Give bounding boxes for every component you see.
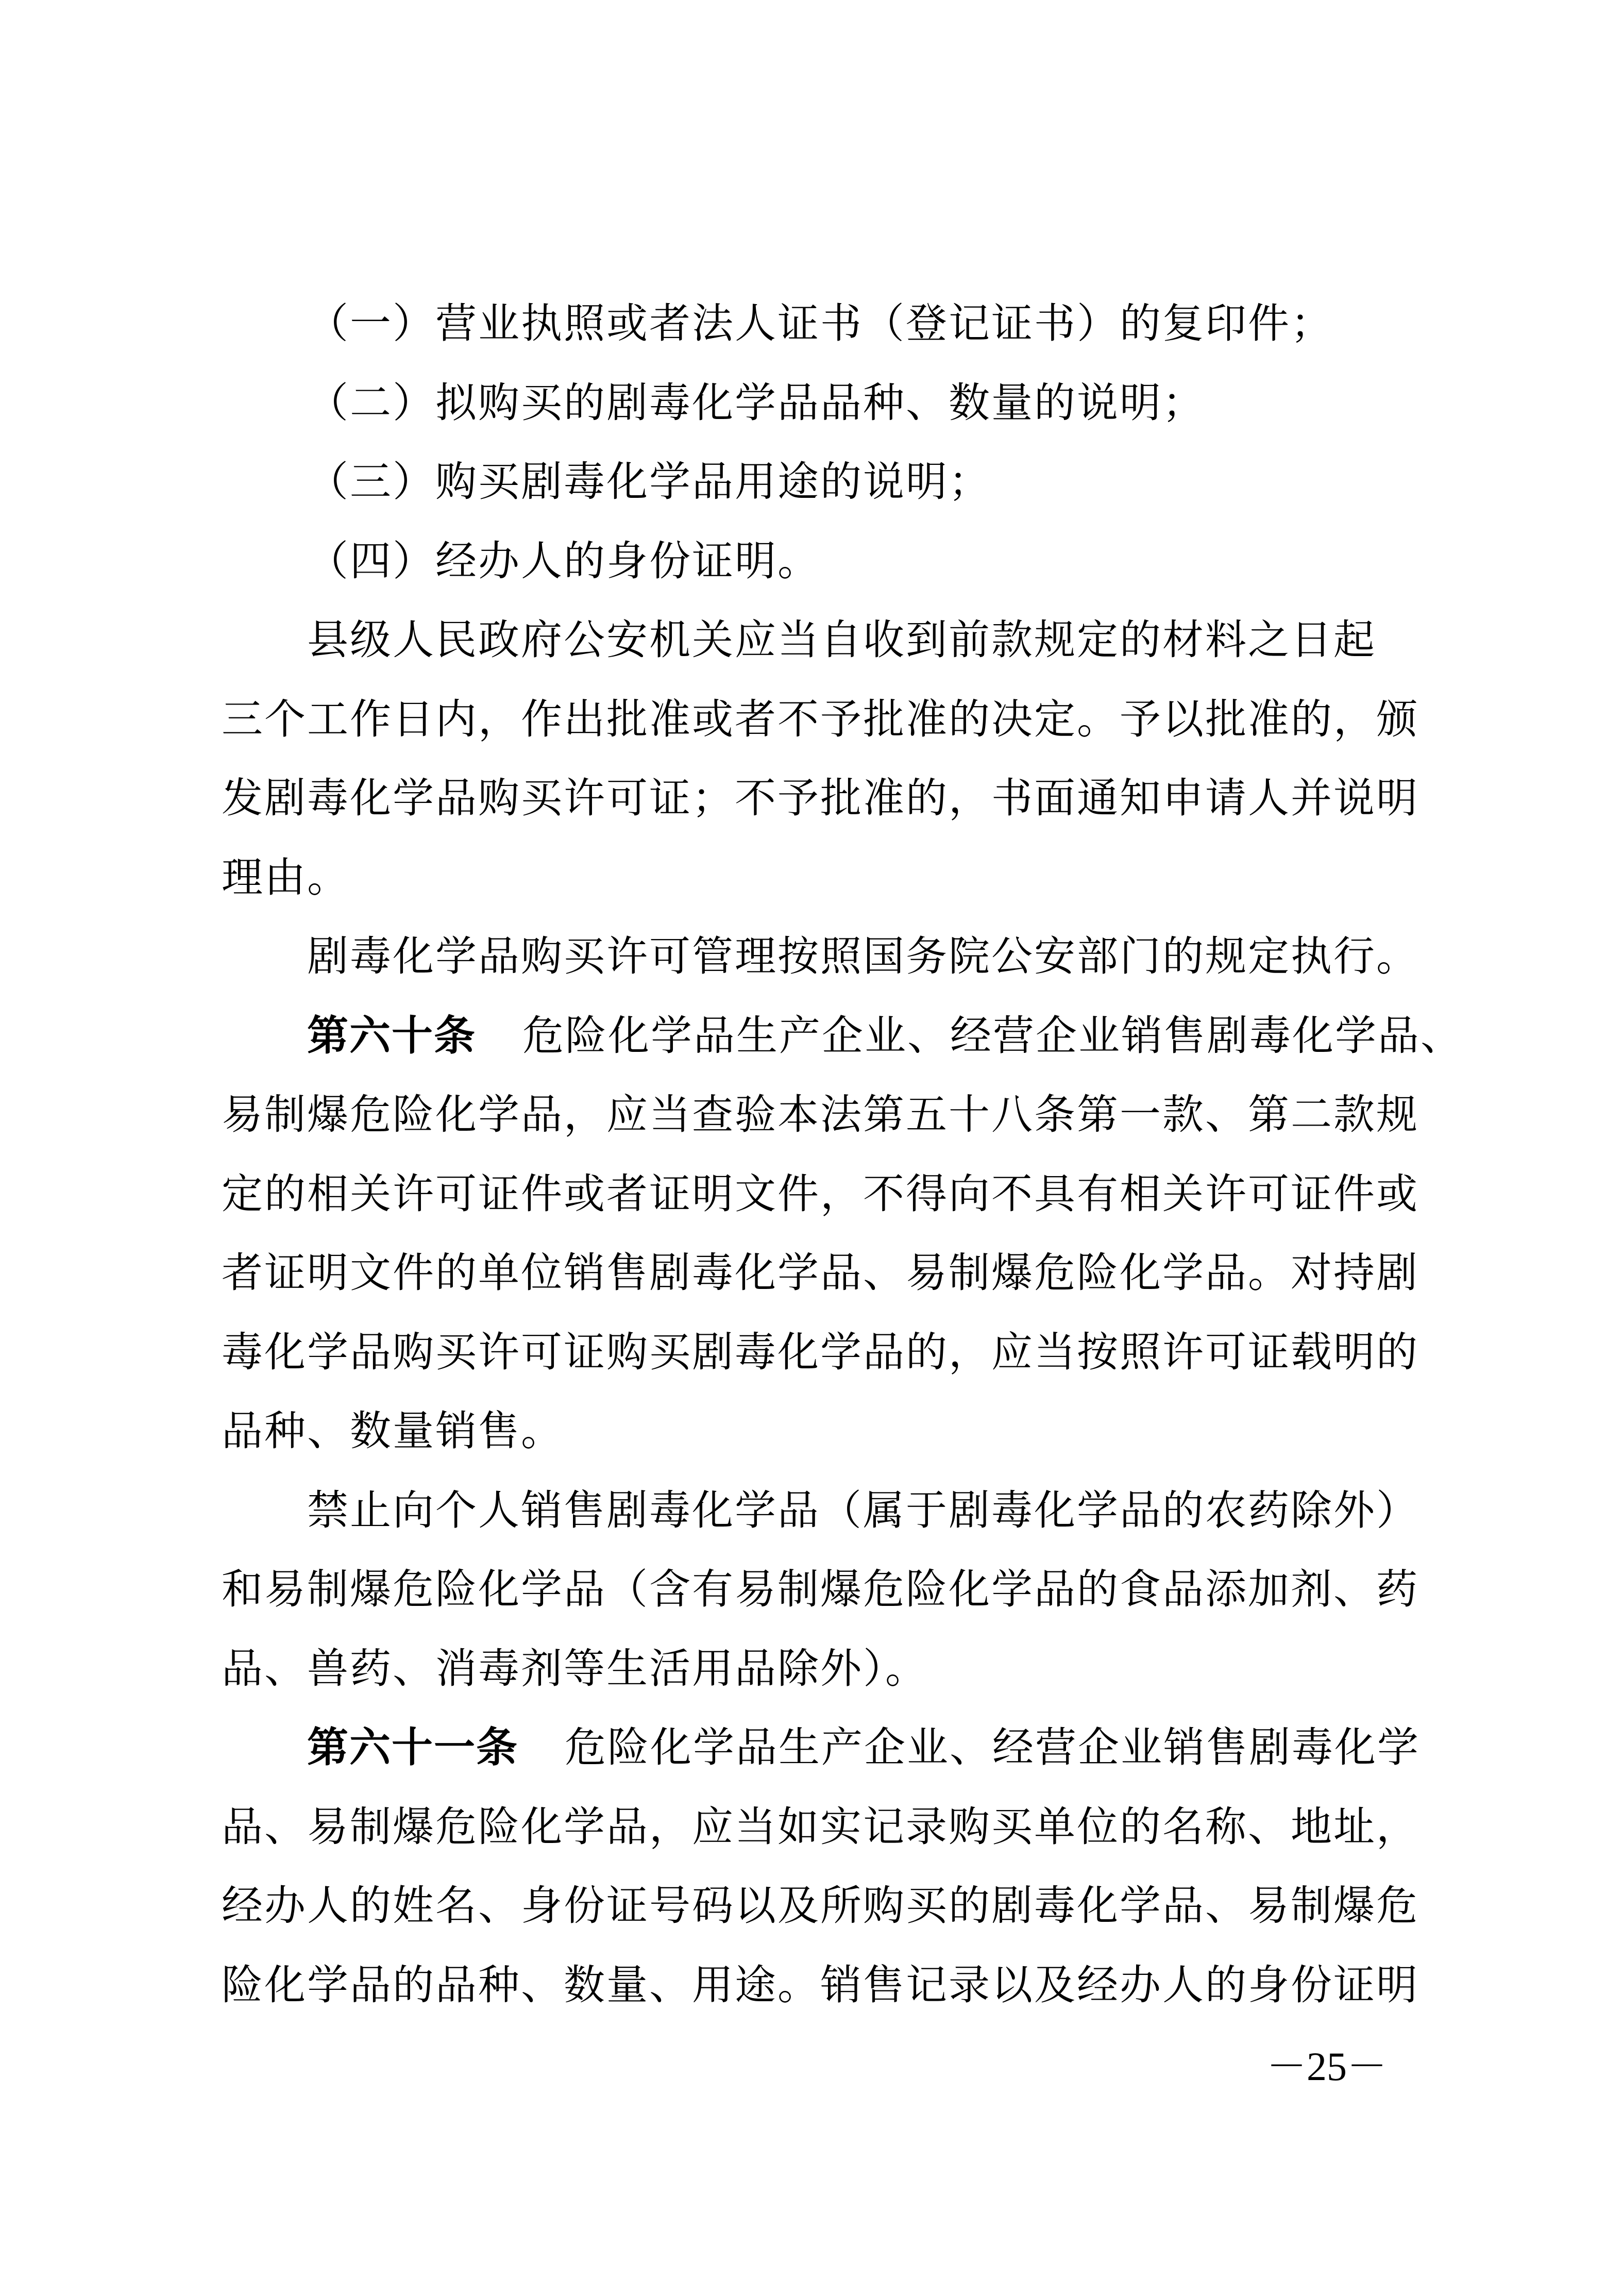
list-item-2: （二）拟购买的剧毒化学品品种、数量的说明； bbox=[307, 378, 1205, 427]
approval-paragraph-line: 理由。 bbox=[222, 853, 350, 901]
article-61-line: 经办人的姓名、身份证号码以及所购买的剧毒化学品、易制爆危 bbox=[222, 1882, 1419, 1930]
article-61-first-line bbox=[222, 1708, 1458, 1787]
page-number: －25－ bbox=[1266, 2044, 1387, 2089]
article-60-label: 第六十条 bbox=[307, 1011, 476, 1060]
article-60-line: 易制爆危险化学品，应当查验本法第五十八条第一款、第二款规 bbox=[222, 1091, 1419, 1138]
document-body bbox=[222, 284, 1463, 2024]
approval-paragraph-line: 县级人民政府公安机关应当自收到前款规定的材料之日起 bbox=[307, 616, 1376, 664]
prohibition-paragraph-line: 禁止向个人销售剧毒化学品（属于剧毒化学品的农药除外） bbox=[307, 1486, 1419, 1534]
article-61-line: 险化学品的品种、数量、用途。销售记录以及经办人的身份证明 bbox=[222, 1960, 1419, 2009]
article-60-line: 毒化学品购买许可证购买剧毒化学品的，应当按照许可证载明的 bbox=[222, 1328, 1419, 1376]
list-item-3: （三）购买剧毒化学品用途的说明； bbox=[307, 458, 991, 506]
article-60-first-line bbox=[222, 996, 1463, 1076]
article-60-line: 者证明文件的单位销售剧毒化学品、易制爆危险化学品。对持剧 bbox=[222, 1249, 1419, 1297]
article-60-line: 定的相关许可证件或者证明文件，不得向不具有相关许可证件或 bbox=[222, 1169, 1419, 1218]
list-item-4: （四）经办人的身份证明。 bbox=[307, 537, 820, 585]
list-item-1: （一）营业执照或者法人证书（登记证书）的复印件； bbox=[307, 299, 1333, 347]
article-60-line: 品种、数量销售。 bbox=[222, 1407, 564, 1455]
prohibition-paragraph-line: 品、兽药、消毒剂等生活用品除外）。 bbox=[222, 1644, 928, 1692]
approval-paragraph-line: 三个工作日内，作出批准或者不予批准的决定。予以批准的，颁 bbox=[222, 695, 1419, 743]
management-paragraph-line: 剧毒化学品购买许可管理按照国务院公安部门的规定执行。 bbox=[307, 932, 1419, 980]
article-61-label: 第六十一条 bbox=[307, 1723, 518, 1771]
article-60-text: 危险化学品生产企业、经营企业销售剧毒化学品、 bbox=[522, 1011, 1463, 1060]
article-61-text: 危险化学品生产企业、经营企业销售剧毒化学 bbox=[565, 1723, 1420, 1771]
approval-paragraph-line: 发剧毒化学品购买许可证；不予批准的，书面通知申请人并说明 bbox=[222, 774, 1419, 822]
prohibition-paragraph-line: 和易制爆危险化学品（含有易制爆危险化学品的食品添加剂、药 bbox=[222, 1565, 1419, 1613]
article-61-line: 品、易制爆危险化学品，应当如实记录购买单位的名称、地址， bbox=[222, 1802, 1419, 1851]
